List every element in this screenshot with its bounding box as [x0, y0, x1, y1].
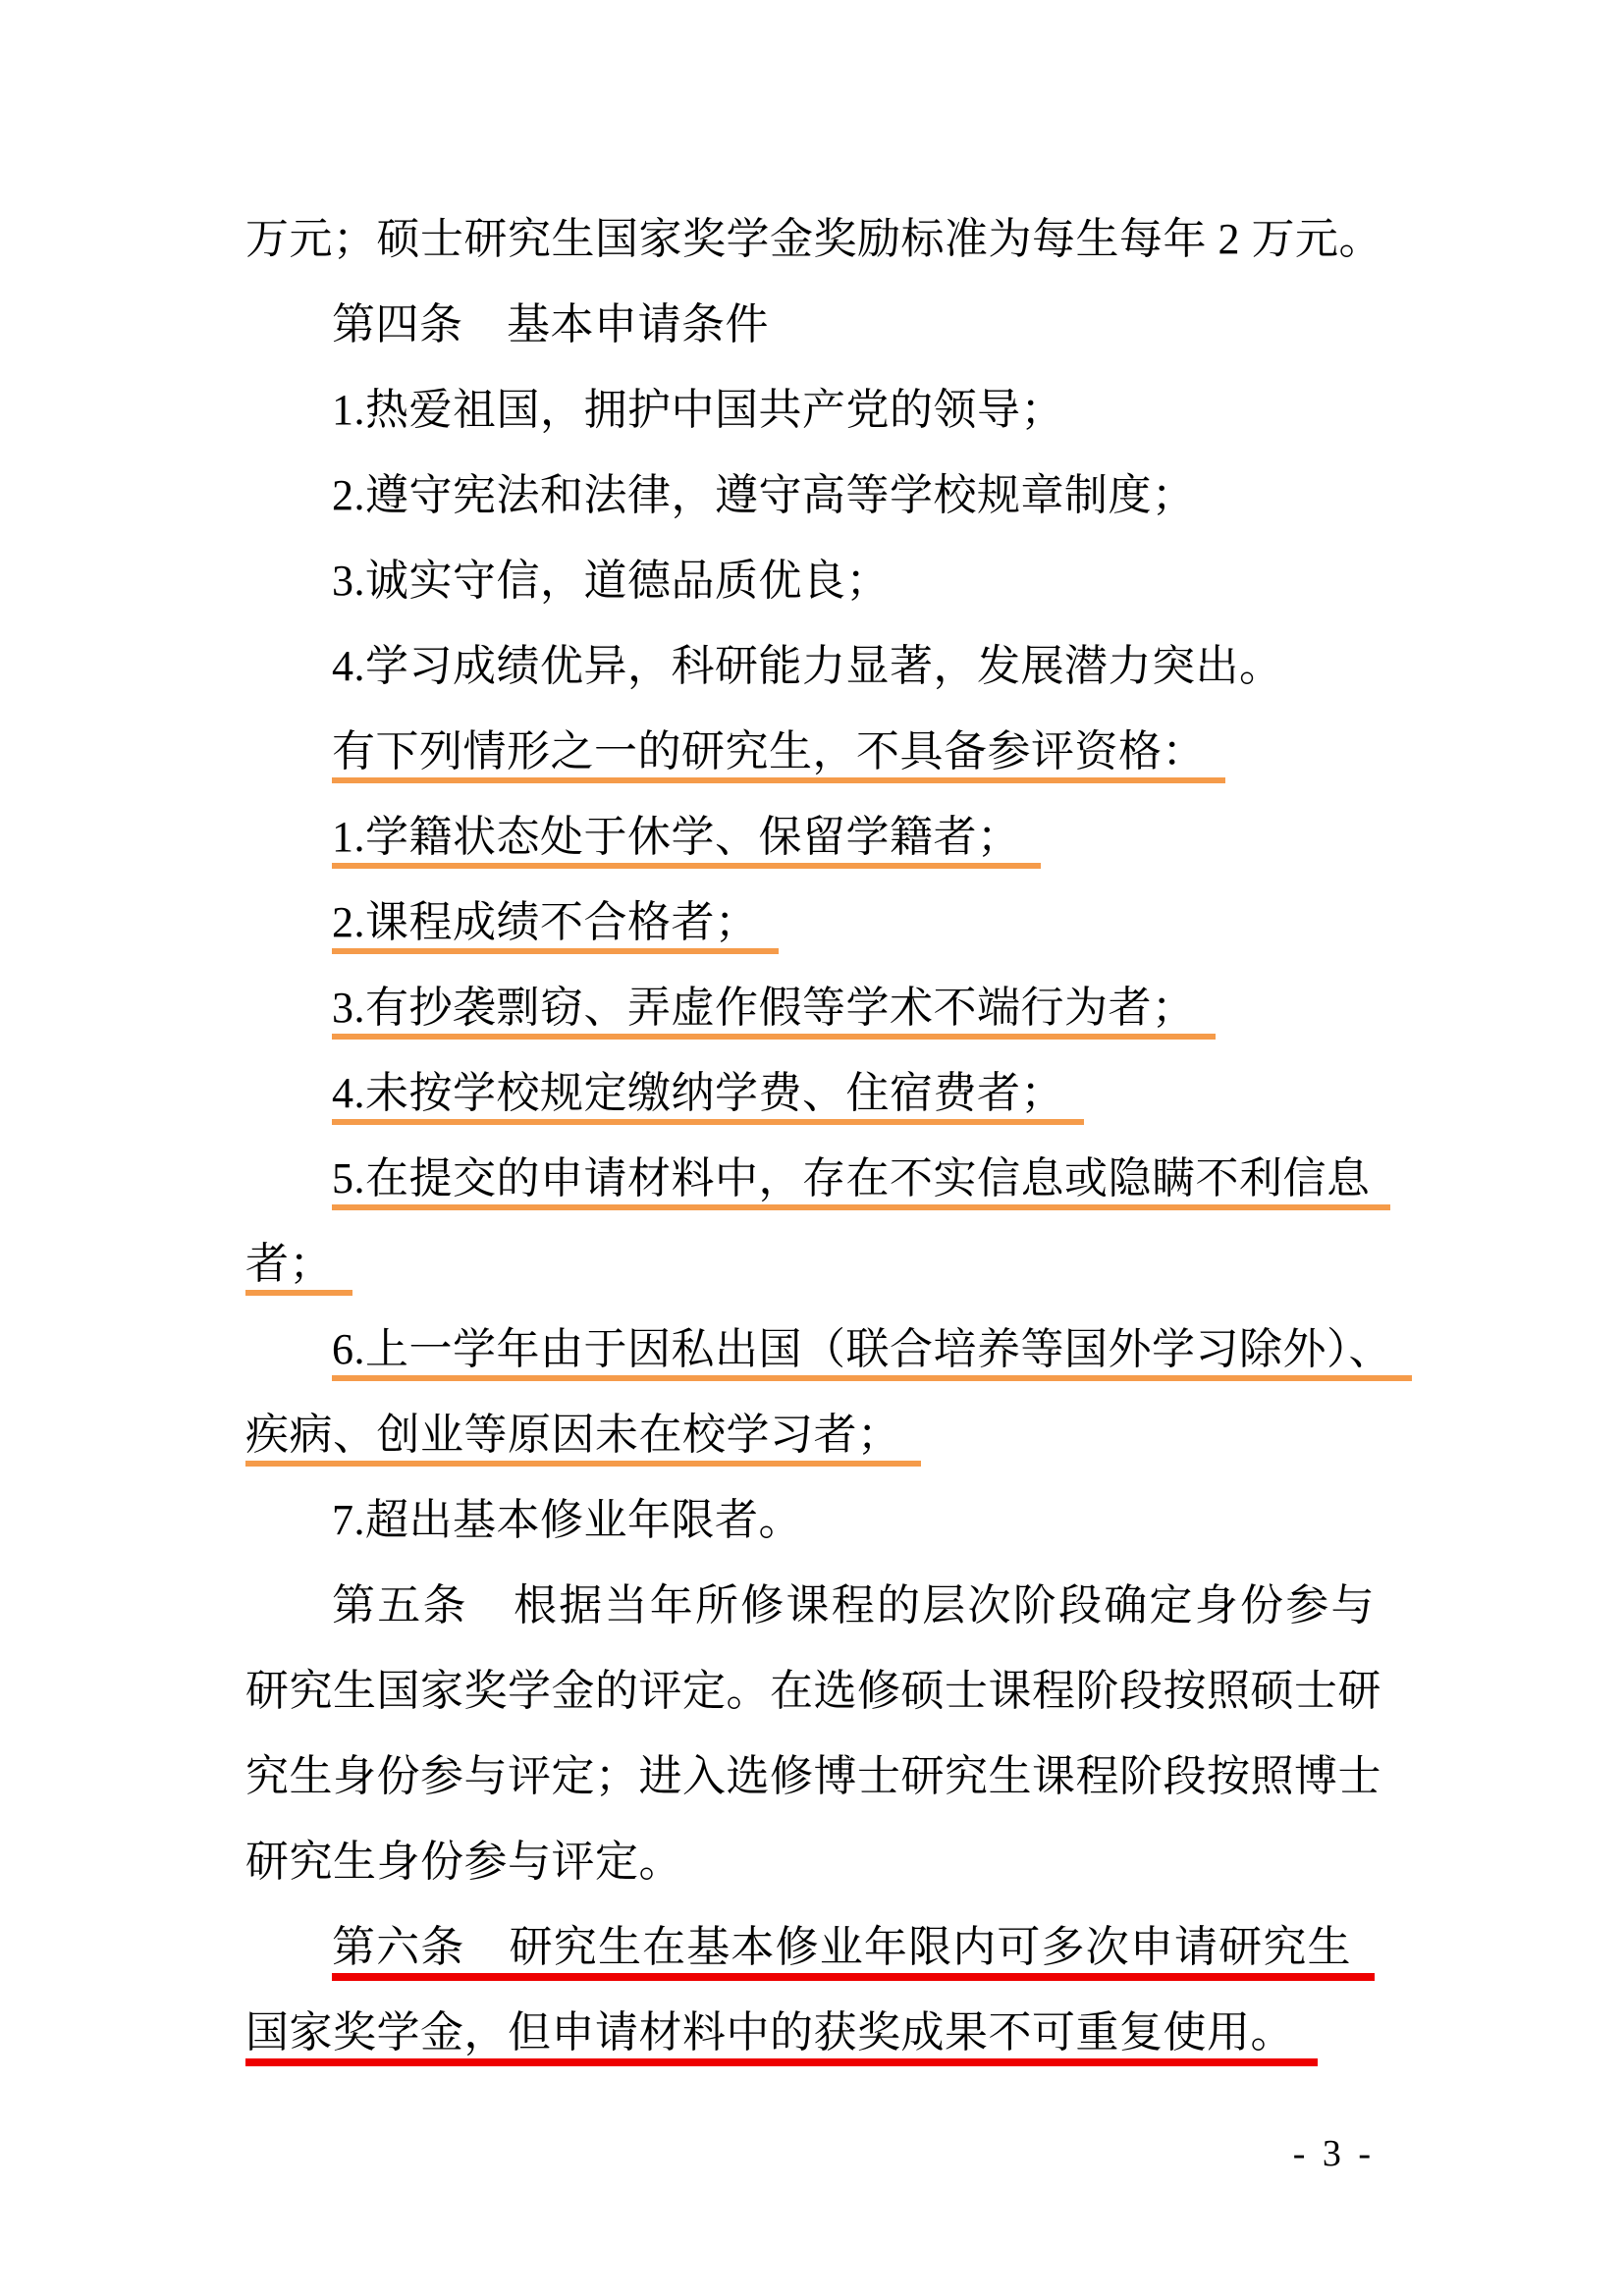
text-line — [245, 282, 1375, 367]
line-text: 4.未按学校规定缴纳学费、住宿费者； — [332, 1069, 1084, 1125]
text-line — [245, 1136, 1375, 1221]
text-line — [245, 880, 1375, 965]
text-line — [245, 367, 1375, 453]
text-line — [245, 1819, 1375, 1904]
line-text: 疾病、创业等原因未在校学习者； — [245, 1411, 921, 1467]
line-text: 有下列情形之一的研究生，不具备参评资格： — [332, 727, 1225, 783]
text-line — [245, 1221, 1375, 1307]
document-body — [245, 196, 1392, 2075]
line-text: 2.课程成绩不合格者； — [332, 898, 779, 954]
line-text: 国家奖学金，但申请材料中的获奖成果不可重复使用。 — [245, 2008, 1318, 2066]
text-line — [245, 1734, 1381, 1819]
line-text: 者； — [245, 1240, 352, 1296]
line-text: 2.遵守宪法和法律，遵守高等学校规章制度； — [332, 471, 1196, 519]
line-text: 3.有抄袭剽窃、弄虚作假等学术不端行为者； — [332, 984, 1216, 1040]
text-line — [245, 794, 1375, 880]
line-text: 7.超出基本修业年限者。 — [332, 1496, 802, 1544]
line-text: 5.在提交的申请材料中，存在不实信息或隐瞒不利信息 — [332, 1154, 1390, 1210]
text-line — [245, 1904, 1375, 1990]
line-text: 1.学籍状态处于休学、保留学籍者； — [332, 813, 1041, 869]
line-text: 第四条 基本申请条件 — [332, 300, 769, 348]
text-line — [245, 1563, 1375, 1648]
line-text: 3.诚实守信，道德品质优良； — [332, 557, 890, 605]
text-line — [245, 1477, 1375, 1563]
line-text: 1.热爱祖国，拥护中国共产党的领导； — [332, 386, 1064, 434]
line-text: 万元；硕士研究生国家奖学金奖励标准为每生每年 2 万元。 — [245, 215, 1382, 263]
line-text: 第五条 根据当年所修课程的层次阶段确定身份参与 — [332, 1581, 1375, 1629]
text-line — [245, 196, 1382, 282]
line-text: 第六条 研究生在基本修业年限内可多次申请研究生 — [332, 1923, 1375, 1981]
text-line — [245, 1050, 1375, 1136]
line-text: 究生身份参与评定；进入选修博士研究生课程阶段按照博士 — [245, 1752, 1381, 1800]
line-text: 研究生国家奖学金的评定。在选修硕士课程阶段按照硕士研 — [245, 1667, 1381, 1715]
text-line — [245, 1990, 1375, 2075]
text-line — [245, 453, 1375, 538]
text-line — [245, 965, 1375, 1050]
text-line — [245, 1392, 1375, 1477]
line-text: 6.上一学年由于因私出国（联合培养等国外学习除外）、 — [332, 1325, 1412, 1381]
line-text: 4.学习成绩优异，科研能力显著，发展潜力突出。 — [332, 642, 1283, 690]
line-text: 研究生身份参与评定。 — [245, 1838, 682, 1886]
text-line — [245, 623, 1375, 709]
text-line — [245, 1648, 1381, 1734]
text-line — [245, 709, 1375, 794]
text-line — [245, 538, 1375, 623]
page-number: - 3 - — [1292, 2133, 1375, 2174]
text-line — [245, 1307, 1392, 1392]
